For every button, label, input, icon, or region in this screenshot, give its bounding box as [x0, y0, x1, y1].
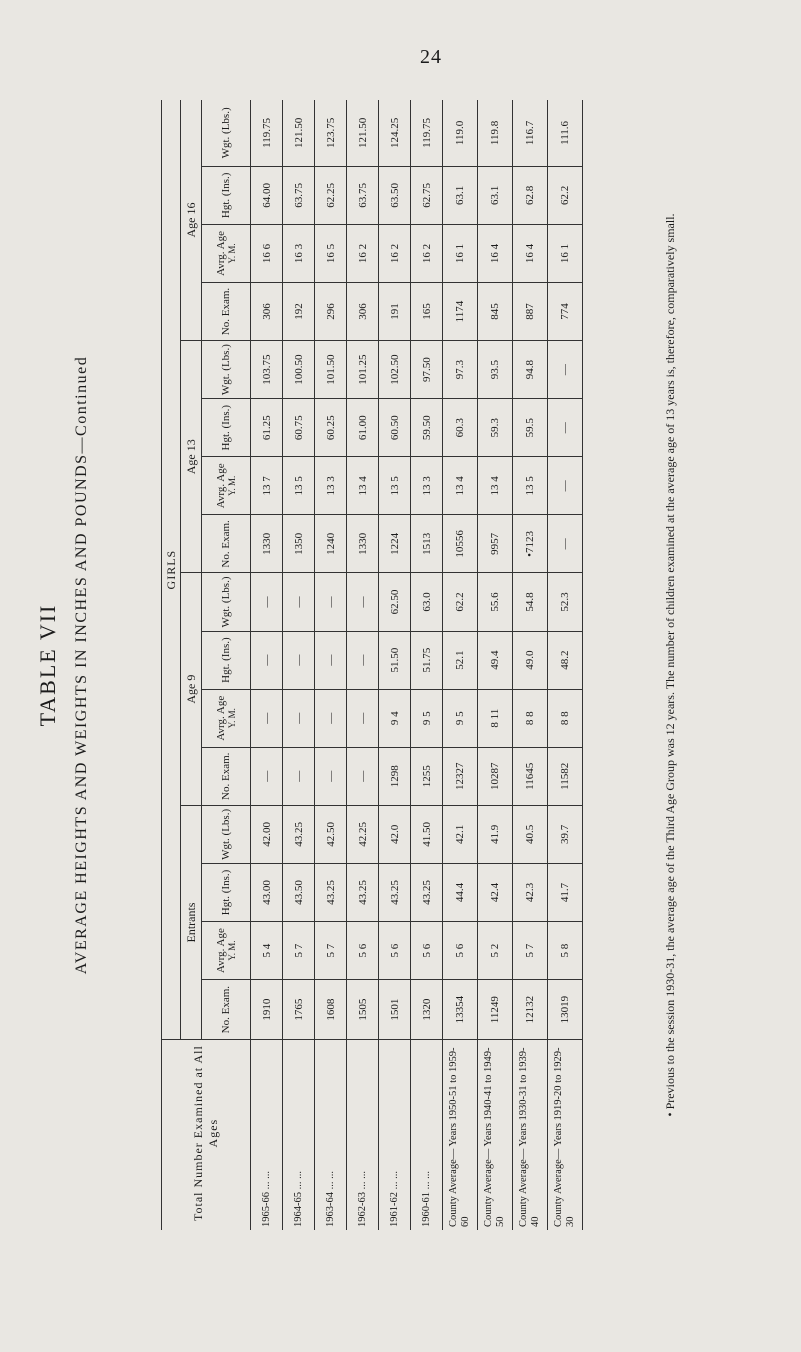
table-cell: 192	[283, 282, 315, 340]
table-cell: 101.50	[315, 341, 347, 399]
table-cell: 42.50	[315, 805, 347, 863]
table-cell: 13019	[548, 980, 583, 1040]
age-unit-label: Y. M.	[227, 708, 237, 729]
table-cell: 63.75	[347, 166, 379, 224]
table-cell: 40.5	[513, 805, 548, 863]
table-cell: 13 3	[411, 457, 443, 515]
table-cell: 13 4	[443, 457, 478, 515]
table-cell: 9 4	[379, 689, 411, 747]
table-cell: —	[283, 573, 315, 631]
table-headings	[27, 100, 157, 1230]
table-cell: 49.4	[478, 631, 513, 689]
table-cell: 5 4	[251, 922, 283, 980]
table-cell: 61.25	[251, 399, 283, 457]
heights-weights-table	[161, 100, 583, 1230]
table-row	[548, 100, 583, 1230]
table-cell: 1608	[315, 980, 347, 1040]
sub-header-cell: Hgt. (Ins.)	[202, 863, 251, 921]
first-column-header: Total Number Examined at All Ages	[162, 1040, 251, 1230]
sub-header-cell: Hgt. (Ins.)	[202, 631, 251, 689]
table-cell: 42.00	[251, 805, 283, 863]
age-unit-label: Y. M.	[227, 475, 237, 496]
table-cell: 845	[478, 282, 513, 340]
table-cell: 5 7	[513, 922, 548, 980]
table-cell: 16 2	[347, 224, 379, 282]
table-cell: 5 6	[379, 922, 411, 980]
table-cell: 1501	[379, 980, 411, 1040]
table-body	[251, 100, 583, 1230]
group-header-entrants: Entrants	[181, 805, 202, 1039]
table-cell: 1298	[379, 747, 411, 805]
table-cell: —	[347, 573, 379, 631]
table-row	[379, 100, 411, 1230]
table-cell: 51.50	[379, 631, 411, 689]
table-cell: 1513	[411, 515, 443, 573]
sub-header-cell: Avrg. Age Y. M.	[202, 922, 251, 980]
table-cell: —	[548, 341, 583, 399]
table-cell: 42.4	[478, 863, 513, 921]
table-cell: 48.2	[548, 631, 583, 689]
table-cell: 1350	[283, 515, 315, 573]
sub-header-cell: No. Exam.	[202, 980, 251, 1040]
table-cell: 13 4	[478, 457, 513, 515]
group-header-age-13: Age 13	[181, 341, 202, 573]
table-cell: 774	[548, 282, 583, 340]
table-cell: —	[251, 631, 283, 689]
table-cell: 119.75	[251, 100, 283, 166]
table-cell: 43.25	[411, 863, 443, 921]
table-cell: 63.75	[283, 166, 315, 224]
table-cell: 41.50	[411, 805, 443, 863]
table-row	[411, 100, 443, 1230]
table-cell: 9 5	[411, 689, 443, 747]
table-cell: 62.25	[315, 166, 347, 224]
sub-header-cell: Avrg. Age Y. M.	[202, 457, 251, 515]
table-cell: 13 3	[315, 457, 347, 515]
table-cell: 43.25	[347, 863, 379, 921]
row-label: County Average— Years 1919-20 to 1929-30	[548, 1040, 583, 1230]
table-cell: 93.5	[478, 341, 513, 399]
table-row	[315, 100, 347, 1230]
table-cell: 1240	[315, 515, 347, 573]
sub-header-cell: No. Exam.	[202, 747, 251, 805]
table-cell: 62.50	[379, 573, 411, 631]
table-cell: 42.1	[443, 805, 478, 863]
table-cell: 306	[251, 282, 283, 340]
row-label: 1960-61 ... ...	[411, 1040, 443, 1230]
table-cell: 116.7	[513, 100, 548, 166]
table-cell: 9 5	[443, 689, 478, 747]
table-cell: 13 7	[251, 457, 283, 515]
table-cell: 119.75	[411, 100, 443, 166]
table-cell: 54.8	[513, 573, 548, 631]
sub-header-cell: No. Exam.	[202, 282, 251, 340]
sub-header-cell: Wgt. (Lbs.)	[202, 100, 251, 166]
table-cell: 8 11	[478, 689, 513, 747]
table-cell: 121.50	[283, 100, 315, 166]
table-cell: 100.50	[283, 341, 315, 399]
table-row	[347, 100, 379, 1230]
sub-header-cell: Hgt. (Ins.)	[202, 166, 251, 224]
table-cell: 5 2	[478, 922, 513, 980]
table-cell: 1505	[347, 980, 379, 1040]
table-cell: 43.00	[251, 863, 283, 921]
table-cell: 16 2	[379, 224, 411, 282]
table-cell: 43.25	[315, 863, 347, 921]
table-cell: 13354	[443, 980, 478, 1040]
table-cell: 60.50	[379, 399, 411, 457]
table-cell: •7123	[513, 515, 548, 573]
table-cell: 16 4	[478, 224, 513, 282]
table-cell: 42.25	[347, 805, 379, 863]
table-cell: 62.2	[443, 573, 478, 631]
table-cell: 55.6	[478, 573, 513, 631]
row-label: County Average— Years 1950-51 to 1959-60	[443, 1040, 478, 1230]
table-cell: 119.8	[478, 100, 513, 166]
table-cell: 52.1	[443, 631, 478, 689]
table-cell: —	[251, 573, 283, 631]
table-cell: —	[548, 457, 583, 515]
table-cell: 49.0	[513, 631, 548, 689]
table-cell: 11249	[478, 980, 513, 1040]
table-cell: 97.3	[443, 341, 478, 399]
table-cell: 119.0	[443, 100, 478, 166]
table-cell: 12132	[513, 980, 548, 1040]
age-unit-label: Y. M.	[227, 243, 237, 264]
table-cell: 42.3	[513, 863, 548, 921]
row-label: 1965-66 ... ...	[251, 1040, 283, 1230]
table-cell: 5 6	[443, 922, 478, 980]
table-cell: 121.50	[347, 100, 379, 166]
table-cell: 8 8	[513, 689, 548, 747]
table-row	[513, 100, 548, 1230]
table-cell: 1330	[347, 515, 379, 573]
table-cell: —	[315, 689, 347, 747]
table-cell: 16 3	[283, 224, 315, 282]
table-cell: 59.50	[411, 399, 443, 457]
sub-header-cell: Wgt. (Lbs.)	[202, 805, 251, 863]
table-cell: 9957	[478, 515, 513, 573]
table-cell: 52.3	[548, 573, 583, 631]
row-label: 1964-65 ... ...	[283, 1040, 315, 1230]
row-label: County Average— Years 1940-41 to 1949-50	[478, 1040, 513, 1230]
table-cell: 5 7	[283, 922, 315, 980]
table-cell: 97.50	[411, 341, 443, 399]
group-header-age-16: Age 16	[181, 100, 202, 341]
table-cell: 16 1	[443, 224, 478, 282]
table-cell: 123.75	[315, 100, 347, 166]
table-cell: 63.1	[478, 166, 513, 224]
table-cell: 191	[379, 282, 411, 340]
table-cell: 16 2	[411, 224, 443, 282]
table-cell: —	[315, 573, 347, 631]
table-cell: 16 6	[251, 224, 283, 282]
table-cell: 60.25	[315, 399, 347, 457]
table-cell: 60.3	[443, 399, 478, 457]
sub-header-cell: Hgt. (Ins.)	[202, 399, 251, 457]
table-cell: 1255	[411, 747, 443, 805]
table-cell: 101.25	[347, 341, 379, 399]
table-cell: —	[251, 747, 283, 805]
table-cell: 10287	[478, 747, 513, 805]
sub-header-cell: Wgt. (Lbs.)	[202, 341, 251, 399]
table-cell: 1330	[251, 515, 283, 573]
table-cell: 44.4	[443, 863, 478, 921]
table-cell: 1320	[411, 980, 443, 1040]
table-cell: 62.75	[411, 166, 443, 224]
table-cell: 10556	[443, 515, 478, 573]
table-cell: 39.7	[548, 805, 583, 863]
table-title: TABLE VII	[35, 603, 60, 727]
table-cell: 13 5	[283, 457, 315, 515]
table-row	[283, 100, 315, 1230]
section-label: GIRLS	[162, 100, 181, 1040]
table-cell: 41.7	[548, 863, 583, 921]
table-cell: 94.8	[513, 341, 548, 399]
table-cell: 16 1	[548, 224, 583, 282]
table-cell: —	[548, 515, 583, 573]
table-row	[251, 100, 283, 1230]
table-cell: 11582	[548, 747, 583, 805]
table-cell: 64.00	[251, 166, 283, 224]
table-cell: —	[283, 631, 315, 689]
row-label: 1961-62 ... ...	[379, 1040, 411, 1230]
table-cell: 13 5	[379, 457, 411, 515]
table-cell: 63.0	[411, 573, 443, 631]
table-cell: 11645	[513, 747, 548, 805]
table-cell: 43.25	[379, 863, 411, 921]
table-cell: 13 5	[513, 457, 548, 515]
table-cell: 12327	[443, 747, 478, 805]
table-cell: 5 6	[411, 922, 443, 980]
table-cell: 42.0	[379, 805, 411, 863]
table-cell: 5 8	[548, 922, 583, 980]
table-cell: 8 8	[548, 689, 583, 747]
group-header-age-9: Age 9	[181, 573, 202, 805]
table-cell: —	[251, 689, 283, 747]
table-cell: 1224	[379, 515, 411, 573]
table-cell: 13 4	[347, 457, 379, 515]
table-cell: 5 6	[347, 922, 379, 980]
sub-header-cell: Avrg. Age Y. M.	[202, 689, 251, 747]
table-cell: 16 5	[315, 224, 347, 282]
table-row	[478, 100, 513, 1230]
footnote: • Previous to the session 1930-31, the average age of the Third Age Group was 12 years. The number of children examined at the average age of 13 years is, therefore, comparatively small.	[663, 213, 677, 1117]
table-cell: —	[347, 631, 379, 689]
table-cell: 1910	[251, 980, 283, 1040]
table-cell: 165	[411, 282, 443, 340]
table-cell: 59.3	[478, 399, 513, 457]
rotated-table-sheet	[27, 100, 702, 1230]
table-cell: 1174	[443, 282, 478, 340]
table-cell: 41.9	[478, 805, 513, 863]
table-cell: 62.8	[513, 166, 548, 224]
sub-header-cell: Wgt. (Lbs.)	[202, 573, 251, 631]
table-cell: —	[347, 747, 379, 805]
table-cell: 63.1	[443, 166, 478, 224]
table-cell: —	[283, 689, 315, 747]
age-unit-label: Y. M.	[227, 940, 237, 961]
table-subtitle: AVERAGE HEIGHTS AND WEIGHTS IN INCHES AND POUNDS—Continued	[73, 355, 90, 975]
table-cell: 60.75	[283, 399, 315, 457]
sub-header-cell: Avrg. Age Y. M.	[202, 224, 251, 282]
table-cell: 63.50	[379, 166, 411, 224]
table-row	[443, 100, 478, 1230]
table-cell: 43.50	[283, 863, 315, 921]
row-label: 1963-64 ... ...	[315, 1040, 347, 1230]
table-cell: 51.75	[411, 631, 443, 689]
table-cell: 59.5	[513, 399, 548, 457]
table-cell: —	[283, 747, 315, 805]
page-number: 24	[420, 46, 442, 68]
table-cell: 16 4	[513, 224, 548, 282]
table-cell: 61.00	[347, 399, 379, 457]
table-cell: —	[347, 689, 379, 747]
table-cell: 1765	[283, 980, 315, 1040]
table-cell: —	[315, 747, 347, 805]
row-label: 1962-63 ... ...	[347, 1040, 379, 1230]
table-cell: 887	[513, 282, 548, 340]
table-cell: 124.25	[379, 100, 411, 166]
sub-header-cell: No. Exam.	[202, 515, 251, 573]
table-cell: 5 7	[315, 922, 347, 980]
table-cell: 102.50	[379, 341, 411, 399]
table-cell: 103.75	[251, 341, 283, 399]
table-cell: 62.2	[548, 166, 583, 224]
table-cell: 296	[315, 282, 347, 340]
table-cell: 111.6	[548, 100, 583, 166]
table-cell: 43.25	[283, 805, 315, 863]
table-cell: —	[548, 399, 583, 457]
table-cell: 306	[347, 282, 379, 340]
table-cell: —	[315, 631, 347, 689]
row-label: County Average— Years 1930-31 to 1939-40	[513, 1040, 548, 1230]
